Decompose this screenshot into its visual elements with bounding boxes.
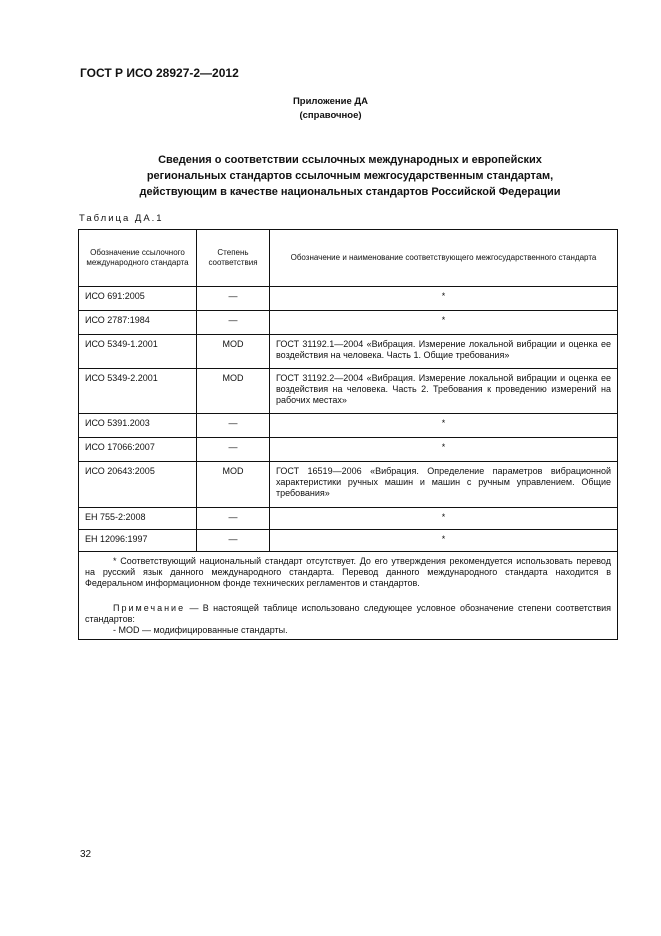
cell-standard: * bbox=[270, 508, 618, 530]
cell-degree: — bbox=[197, 287, 270, 311]
cell-degree: MOD bbox=[197, 335, 270, 369]
cell-standard: * bbox=[270, 414, 618, 438]
table-row bbox=[79, 462, 618, 508]
correspondence-table bbox=[78, 229, 618, 640]
document-code: ГОСТ Р ИСО 28927-2—2012 bbox=[80, 66, 239, 80]
table-row bbox=[79, 335, 618, 369]
table-row bbox=[79, 369, 618, 414]
note-label: Примечание bbox=[113, 603, 186, 613]
cell-reference: ИСО 17066:2007 bbox=[79, 438, 197, 462]
cell-standard: ГОСТ 16519—2006 «Вибрация. Определение параметров вибрационной характеристики ручных машин и машин с ручным управлением. Общие требования» bbox=[270, 462, 618, 508]
heading-line: Сведения о соответствии ссылочных международных и европейских bbox=[158, 154, 542, 166]
cell-reference: ЕН 12096:1997 bbox=[79, 530, 197, 552]
annex-subtitle: (справочное) bbox=[299, 110, 362, 121]
section-heading bbox=[90, 152, 610, 200]
cell-standard: ГОСТ 31192.1—2004 «Вибрация. Измерение локальной вибрации и оценка ее воздействия на человека. Часть 1. Общие требования» bbox=[270, 335, 618, 369]
column-header-degree: Степень соответствия bbox=[197, 230, 270, 287]
footnote: * Соответствующий национальный стандарт отсутствует. До его утверждения рекомендуется использовать перевод на русский язык данного международного стандарта. Перевод данного международного стандарта находится в Федеральном информационном фонде технических регламентов и стандартов. bbox=[85, 556, 611, 588]
cell-reference: ИСО 691:2005 bbox=[79, 287, 197, 311]
cell-standard: * bbox=[270, 438, 618, 462]
cell-degree: — bbox=[197, 508, 270, 530]
table-header-row bbox=[79, 230, 618, 287]
heading-line: действующим в качестве национальных стандартов Российской Федерации bbox=[139, 186, 561, 198]
column-header-reference: Обозначение ссылочного международного стандарта bbox=[79, 230, 197, 287]
table-row bbox=[79, 508, 618, 530]
cell-degree: MOD bbox=[197, 462, 270, 508]
cell-degree: — bbox=[197, 530, 270, 552]
table-row bbox=[79, 438, 618, 462]
table-row bbox=[79, 530, 618, 552]
cell-standard: * bbox=[270, 311, 618, 335]
table-row bbox=[79, 311, 618, 335]
note-item: - MOD — модифицированные стандарты. bbox=[113, 625, 288, 635]
heading-line: региональных стандартов ссылочным межгосударственным стандартам, bbox=[146, 170, 554, 182]
cell-degree: — bbox=[197, 414, 270, 438]
table-footnotes bbox=[79, 552, 618, 640]
cell-reference: ИСО 5391.2003 bbox=[79, 414, 197, 438]
cell-degree: — bbox=[197, 438, 270, 462]
cell-standard: * bbox=[270, 530, 618, 552]
cell-degree: MOD bbox=[197, 369, 270, 414]
cell-degree: — bbox=[197, 311, 270, 335]
cell-reference: ИСО 5349-2.2001 bbox=[79, 369, 197, 414]
table-row bbox=[79, 414, 618, 438]
cell-reference: ЕН 755-2:2008 bbox=[79, 508, 197, 530]
cell-reference: ИСО 20643:2005 bbox=[79, 462, 197, 508]
table-footer-row bbox=[79, 552, 618, 640]
cell-reference: ИСО 2787:1984 bbox=[79, 311, 197, 335]
table-label: Таблица ДА.1 bbox=[79, 213, 164, 224]
cell-standard: ГОСТ 31192.2—2004 «Вибрация. Измерение локальной вибрации и оценка ее воздействия на человека. Часть 2. Требования к проведению измерений на рабочих местах» bbox=[270, 369, 618, 414]
note-text: — В настоящей таблице использовано следующее условное обозначение степени соответствия стандартов: bbox=[85, 603, 611, 624]
cell-reference: ИСО 5349-1.2001 bbox=[79, 335, 197, 369]
table-row bbox=[79, 287, 618, 311]
page-number: 32 bbox=[80, 849, 92, 860]
column-header-standard: Обозначение и наименование соответствующего межгосударственного стандарта bbox=[270, 230, 618, 287]
note bbox=[85, 603, 611, 625]
annex-title: Приложение ДА bbox=[292, 96, 369, 107]
cell-standard: * bbox=[270, 287, 618, 311]
